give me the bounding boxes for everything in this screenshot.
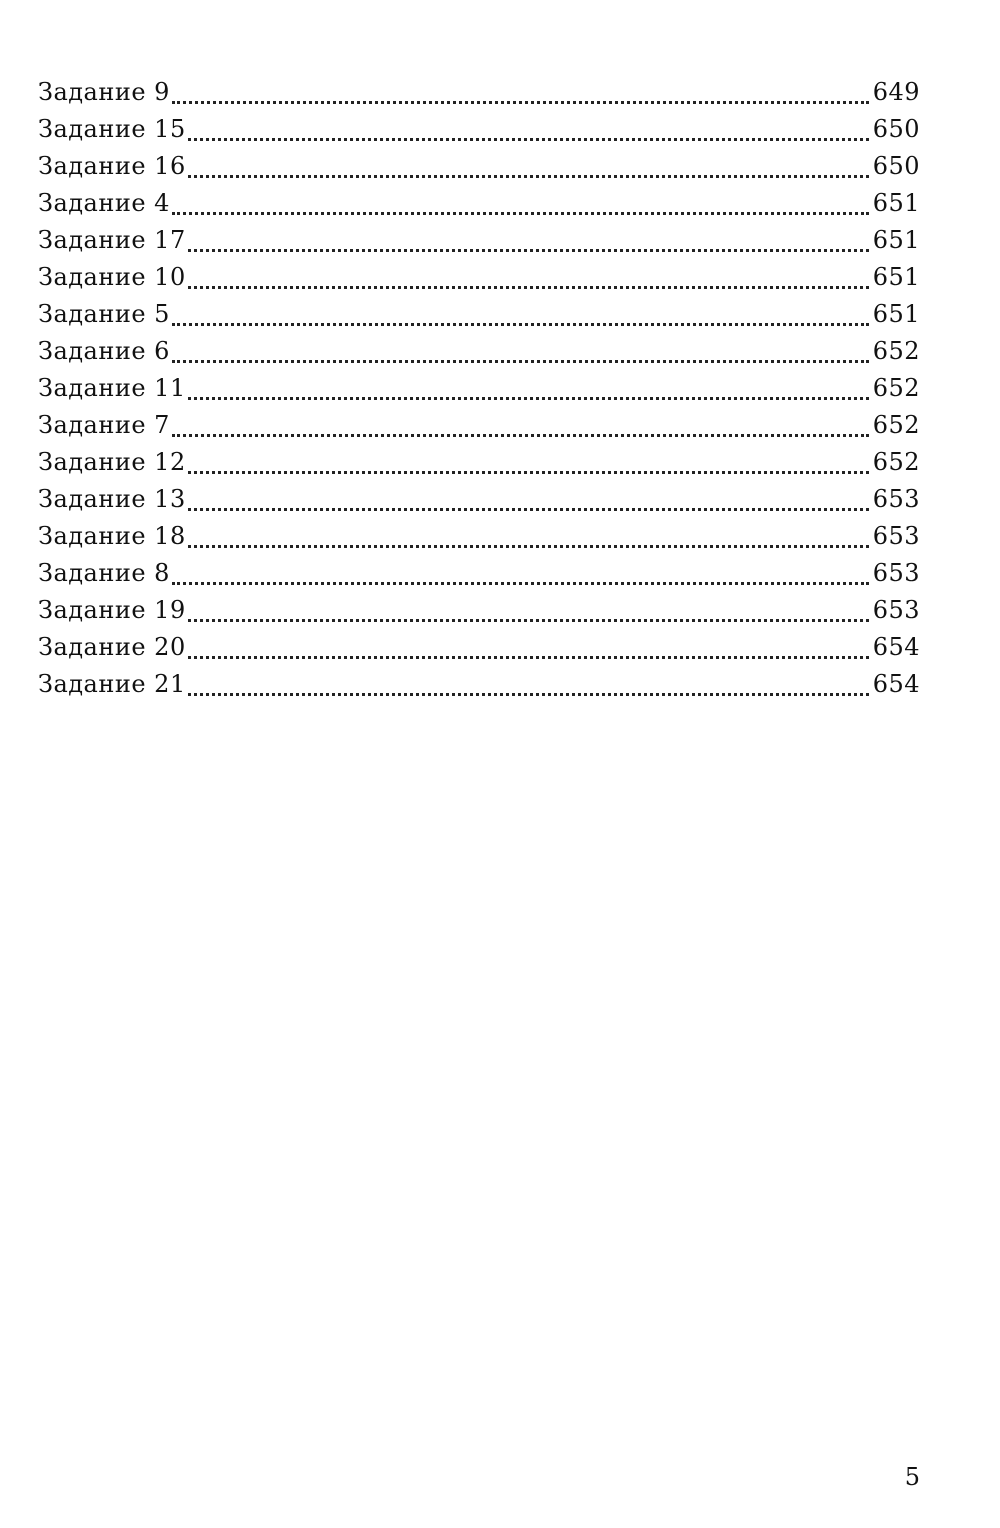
toc-dot-leader <box>188 397 869 400</box>
toc-entry <box>38 407 920 444</box>
toc-entry-label: Задание 11 <box>38 374 186 402</box>
toc-entry <box>38 481 920 518</box>
toc-dot-leader <box>188 656 869 659</box>
toc-entry-label: Задание 10 <box>38 263 186 291</box>
toc-entry-page: 651 <box>872 226 920 254</box>
toc-entry-label: Задание 17 <box>38 226 186 254</box>
toc-dot-leader <box>188 249 869 252</box>
toc-dot-leader <box>188 286 869 289</box>
toc-dot-leader <box>188 138 869 141</box>
toc-entry-label: Задание 18 <box>38 522 186 550</box>
toc-entry-page: 654 <box>872 633 920 661</box>
toc-entry-page: 649 <box>872 78 920 106</box>
table-of-contents <box>38 74 920 703</box>
toc-entry <box>38 370 920 407</box>
toc-entry <box>38 74 920 111</box>
toc-entry <box>38 185 920 222</box>
toc-entry-page: 651 <box>872 300 920 328</box>
toc-entry <box>38 222 920 259</box>
toc-dot-leader <box>172 323 869 326</box>
toc-dot-leader <box>188 508 869 511</box>
toc-dot-leader <box>172 434 869 437</box>
toc-entry <box>38 333 920 370</box>
toc-entry-page: 652 <box>872 448 920 476</box>
toc-dot-leader <box>172 101 869 104</box>
toc-entry <box>38 629 920 666</box>
toc-dot-leader <box>172 582 869 585</box>
toc-entry-label: Задание 8 <box>38 559 170 587</box>
toc-dot-leader <box>172 360 869 363</box>
toc-dot-leader <box>188 545 869 548</box>
toc-entry <box>38 666 920 703</box>
toc-entry-page: 653 <box>872 485 920 513</box>
toc-entry-page: 651 <box>872 189 920 217</box>
toc-entry <box>38 259 920 296</box>
toc-dot-leader <box>188 619 869 622</box>
toc-entry-page: 651 <box>872 263 920 291</box>
page-number: 5 <box>904 1463 920 1491</box>
toc-entry-page: 652 <box>872 337 920 365</box>
toc-entry-label: Задание 12 <box>38 448 186 476</box>
toc-dot-leader <box>172 212 869 215</box>
toc-entry <box>38 555 920 592</box>
toc-entry-page: 652 <box>872 411 920 439</box>
toc-entry-label: Задание 4 <box>38 189 170 217</box>
toc-dot-leader <box>188 175 869 178</box>
toc-entry-label: Задание 9 <box>38 78 170 106</box>
toc-entry-page: 653 <box>872 596 920 624</box>
toc-entry-page: 650 <box>872 152 920 180</box>
toc-entry <box>38 296 920 333</box>
toc-dot-leader <box>188 471 869 474</box>
toc-entry-label: Задание 13 <box>38 485 186 513</box>
toc-entry-label: Задание 16 <box>38 152 186 180</box>
toc-dot-leader <box>188 693 869 696</box>
toc-entry-page: 650 <box>872 115 920 143</box>
toc-entry-label: Задание 21 <box>38 670 186 698</box>
toc-entry-label: Задание 20 <box>38 633 186 661</box>
toc-entry-page: 652 <box>872 374 920 402</box>
toc-entry-label: Задание 19 <box>38 596 186 624</box>
toc-entry-label: Задание 15 <box>38 115 186 143</box>
toc-entry <box>38 111 920 148</box>
toc-entry <box>38 592 920 629</box>
toc-entry-label: Задание 6 <box>38 337 170 365</box>
toc-entry-label: Задание 5 <box>38 300 170 328</box>
toc-entry-label: Задание 7 <box>38 411 170 439</box>
toc-entry-page: 654 <box>872 670 920 698</box>
toc-entry-page: 653 <box>872 522 920 550</box>
toc-entry <box>38 518 920 555</box>
toc-entry <box>38 444 920 481</box>
toc-entry-page: 653 <box>872 559 920 587</box>
toc-entry <box>38 148 920 185</box>
